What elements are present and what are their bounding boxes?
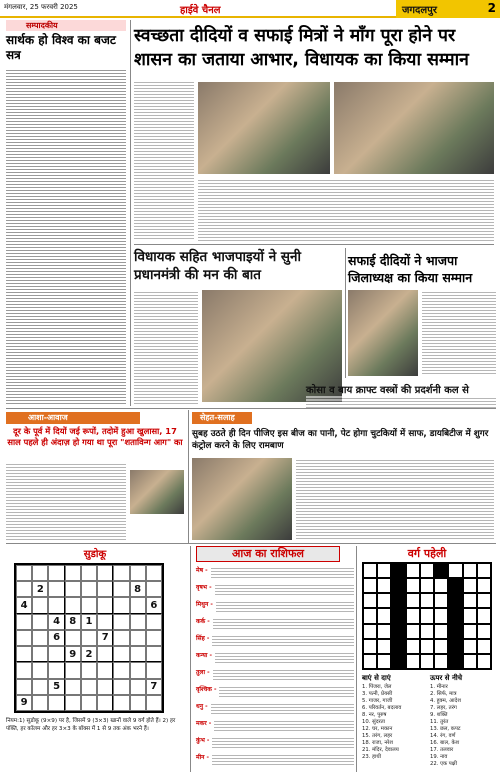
- rashi-text: [215, 651, 354, 665]
- rashifal-item: [196, 651, 354, 668]
- editorial-body: [6, 68, 126, 404]
- crossword-cell: [363, 654, 377, 669]
- sudoku-cell: [97, 597, 113, 613]
- sudoku-cell: [81, 630, 97, 646]
- crossword-cell: [377, 578, 391, 593]
- crossword-clue: 5. गाजर, गाजी: [362, 698, 393, 704]
- story3-headline: सफाई दीदियों ने भाजपा जिलाध्यक्ष का किया सम्मान: [348, 253, 473, 285]
- sudoku-cell: [97, 695, 113, 711]
- crossword-cell: [420, 563, 434, 578]
- across-title: बाएं से दाएं: [362, 674, 391, 682]
- crossword-clue: 18. राजा, नरेश: [362, 740, 394, 746]
- rashi-label: तुला -: [196, 669, 210, 676]
- crossword-clue: 2. सिर्फ, मात्र: [430, 691, 457, 697]
- crossword-clue: 6. परिवर्तन, बदलाव: [362, 705, 402, 711]
- crossword-cell: [406, 608, 420, 623]
- sudoku-cell: [48, 565, 64, 581]
- editorial-label: सम्पादकीय: [6, 20, 126, 31]
- sudoku-cell: 8: [130, 581, 146, 597]
- rashi-label: मीन -: [196, 754, 210, 761]
- rashi-label: कन्या -: [196, 652, 212, 659]
- sudoku-cell: [16, 646, 32, 662]
- sudoku-cell: [65, 679, 81, 695]
- crossword-clue: 12. घर, मकान: [362, 726, 393, 732]
- crossword-cell: [391, 608, 405, 623]
- sudoku-cell: [32, 597, 48, 613]
- sudoku-cell: [146, 614, 162, 630]
- sudoku-cell: [130, 597, 146, 613]
- crossword-clue: 15. तरंग, लहर: [362, 733, 393, 739]
- rashifal-item: [196, 566, 354, 583]
- main-photo-1: [198, 82, 330, 174]
- crossword-cell: [448, 624, 462, 639]
- crossword-clue: 21. मंदिर, देवालय: [362, 747, 399, 753]
- sudoku-cell: [81, 679, 97, 695]
- crossword-cell: [463, 608, 477, 623]
- sudoku-cell: [113, 630, 129, 646]
- sudoku-cell: [81, 565, 97, 581]
- down-title: ऊपर से नीचे: [430, 674, 463, 682]
- crossword-cell: [477, 608, 491, 623]
- sudoku-cell: 2: [81, 646, 97, 662]
- sudoku-cell: [65, 662, 81, 678]
- rashi-text: [212, 634, 354, 648]
- sudoku-cell: 1: [81, 614, 97, 630]
- crossword-cell: [434, 608, 448, 623]
- sudoku-grid: [14, 563, 164, 713]
- editorial-title: सार्थक हो विश्व का बजट सत्र: [6, 33, 116, 62]
- crossword-cell: [463, 624, 477, 639]
- sudoku-cell: [146, 695, 162, 711]
- crossword-clue: 17. तलवार: [430, 747, 454, 753]
- rashi-label: मेष -: [196, 567, 208, 574]
- crossword-cell: [420, 624, 434, 639]
- crossword-cell: [434, 654, 448, 669]
- sudoku-cell: [16, 614, 32, 630]
- rashifal-item: [196, 583, 354, 600]
- city-name: जगदलपुर: [396, 0, 500, 18]
- sudoku-cell: [146, 630, 162, 646]
- sudoku-cell: [32, 565, 48, 581]
- sudoku-cell: [146, 581, 162, 597]
- row-divider: [134, 244, 494, 245]
- crossword-cell: [463, 578, 477, 593]
- crossword-clue: 4. हुक्म, आदेश: [430, 698, 461, 704]
- crossword-cell: [406, 563, 420, 578]
- rashi-label: सिंह -: [196, 635, 210, 642]
- rashi-label: वृषभ -: [196, 584, 212, 591]
- crossword-cell: [448, 608, 462, 623]
- sudoku-cell: [130, 646, 146, 662]
- rashifal-item: [196, 634, 354, 651]
- crossword-cell: [434, 639, 448, 654]
- sudoku-cell: [16, 679, 32, 695]
- crossword-cell: [363, 624, 377, 639]
- sudoku-cell: [48, 662, 64, 678]
- crossword-clue: 1. मीनार: [430, 684, 448, 690]
- story3-photo: [348, 290, 418, 376]
- row-divider: [6, 543, 496, 544]
- down-clues: [430, 684, 496, 768]
- sudoku-cell: 9: [16, 695, 32, 711]
- rashifal-item: [196, 753, 354, 770]
- crossword-cell: [420, 639, 434, 654]
- rashifal-item: [196, 685, 354, 702]
- crossword-cell: [406, 578, 420, 593]
- crossword-cell: [434, 578, 448, 593]
- row-divider: [6, 408, 496, 409]
- crossword-cell: [363, 593, 377, 608]
- sudoku-cell: [113, 614, 129, 630]
- main-body-col2: [198, 178, 494, 242]
- sudoku-cell: 4: [48, 614, 64, 630]
- sudoku-cell: [81, 695, 97, 711]
- crossword-clue: 23. हाथी: [362, 754, 382, 760]
- crossword-cell: [477, 654, 491, 669]
- sudoku-cell: [32, 630, 48, 646]
- page-number: 2: [487, 1, 496, 15]
- crossword-cell: [377, 608, 391, 623]
- box1-body: [6, 462, 126, 542]
- crossword-cell: [448, 563, 462, 578]
- sudoku-cell: [97, 646, 113, 662]
- crossword-cell: [434, 563, 448, 578]
- crossword-clue: 11. तुरंत: [430, 719, 449, 725]
- crossword-cell: [391, 624, 405, 639]
- box2-body: [296, 458, 494, 540]
- rashifal-item: [196, 736, 354, 753]
- column-divider: [345, 248, 346, 378]
- crossword-clue: 19. नाव: [430, 754, 448, 760]
- crossword-cell: [391, 578, 405, 593]
- rashifal-list: [196, 566, 354, 770]
- crossword-cell: [463, 563, 477, 578]
- rashifal-item: [196, 600, 354, 617]
- sudoku-cell: [65, 581, 81, 597]
- sudoku-cell: 7: [146, 679, 162, 695]
- sudoku-cell: [113, 695, 129, 711]
- sudoku-cell: 7: [97, 630, 113, 646]
- rashi-text: [212, 753, 354, 767]
- crossword-cell: [391, 563, 405, 578]
- crossword-title: वर्ग पहेली: [407, 547, 447, 560]
- crossword-cell: [363, 563, 377, 578]
- sudoku-cell: 2: [32, 581, 48, 597]
- crossword-grid: [362, 562, 492, 670]
- crossword-cell: [391, 654, 405, 669]
- sudoku-cell: [32, 662, 48, 678]
- rashi-text: [213, 668, 354, 682]
- rashi-text: [215, 583, 354, 597]
- sudoku-cell: [32, 679, 48, 695]
- sudoku-cell: [113, 597, 129, 613]
- crossword-cell: [406, 654, 420, 669]
- main-body-col1: [134, 80, 194, 240]
- crossword-cell: [420, 578, 434, 593]
- crossword-cell: [477, 624, 491, 639]
- column-divider: [130, 20, 131, 406]
- sudoku-cell: [113, 662, 129, 678]
- sudoku-cell: [48, 581, 64, 597]
- rashi-text: [211, 702, 354, 716]
- sudoku-cell: [113, 565, 129, 581]
- crossword-cell: [477, 578, 491, 593]
- crossword-cell: [377, 639, 391, 654]
- crossword-cell: [448, 654, 462, 669]
- crossword-cell: [377, 563, 391, 578]
- rashi-text: [214, 719, 354, 733]
- sudoku-cell: [97, 662, 113, 678]
- crossword-cell: [420, 593, 434, 608]
- rashifal-item: [196, 719, 354, 736]
- sudoku-cell: [65, 695, 81, 711]
- sudoku-cell: [81, 597, 97, 613]
- sudoku-cell: [81, 662, 97, 678]
- crossword-cell: [377, 624, 391, 639]
- crossword-cell: [477, 639, 491, 654]
- paper-name: हाईवे चैनल: [180, 5, 221, 16]
- rashi-label: मकर -: [196, 720, 212, 727]
- sudoku-cell: [32, 695, 48, 711]
- crossword-cell: [377, 654, 391, 669]
- crossword-clue: 1. पिंजरा, जेल: [362, 684, 392, 690]
- main-headline: स्वच्छता दीदियों व सफाई मित्रों ने माँग पूरा होने पर शासन का जताया आभार, विधायक का किया सम्मान: [134, 26, 469, 70]
- crossword-cell: [434, 624, 448, 639]
- sudoku-cell: [130, 565, 146, 581]
- rashifal-item: [196, 668, 354, 685]
- box1-label: आशा-आवाज: [6, 412, 140, 424]
- rashi-label: धनु -: [196, 703, 208, 710]
- edition-date: मंगलवार, 25 फरवरी 2025: [4, 3, 78, 11]
- crossword-cell: [448, 639, 462, 654]
- crossword-cell: [406, 639, 420, 654]
- sudoku-cell: [113, 679, 129, 695]
- sudoku-cell: [97, 614, 113, 630]
- sudoku-cell: [65, 565, 81, 581]
- column-divider: [190, 546, 191, 772]
- sudoku-cell: [97, 565, 113, 581]
- column-divider: [188, 410, 189, 544]
- sudoku-cell: 5: [48, 679, 64, 695]
- sudoku-cell: [146, 662, 162, 678]
- rashi-text: [219, 685, 354, 699]
- sudoku-cell: [130, 614, 146, 630]
- sudoku-cell: [81, 581, 97, 597]
- sudoku-cell: [32, 646, 48, 662]
- crossword-cell: [363, 639, 377, 654]
- crossword-cell: [420, 654, 434, 669]
- story4-headline: कोसा व बाय क्राफ्ट वस्त्रों की प्रदर्शनी कल से: [306, 385, 469, 396]
- box1-photo: [130, 470, 184, 514]
- sudoku-cell: [16, 662, 32, 678]
- crossword-cell: [406, 624, 420, 639]
- crossword-clue: 13. छल, कपट: [430, 726, 461, 732]
- column-divider: [356, 546, 357, 772]
- sudoku-cell: [16, 565, 32, 581]
- sudoku-cell: [65, 597, 81, 613]
- crossword-cell: [406, 593, 420, 608]
- rashi-text: [213, 617, 354, 631]
- sudoku-cell: [130, 630, 146, 646]
- sudoku-cell: 6: [48, 630, 64, 646]
- rashi-label: कर्क -: [196, 618, 210, 625]
- sudoku-cell: [146, 565, 162, 581]
- crossword-cell: [434, 593, 448, 608]
- sudoku-cell: [16, 581, 32, 597]
- sudoku-cell: [48, 597, 64, 613]
- sudoku-title: सुडोकू: [83, 549, 107, 560]
- sudoku-cell: [97, 679, 113, 695]
- box1-title: दूर के पूर्व में दियों जई रूपों, तदोमें हुआ खुलासा, 17 साल पहले ही अंदाज़ हो गया था पूरा "शताविन्ग आग" का: [7, 426, 183, 447]
- crossword-cell: [463, 654, 477, 669]
- sudoku-cell: [16, 630, 32, 646]
- rashi-label: वृश्चिक -: [196, 686, 217, 693]
- crossword-clue: 10. सुंदरता: [362, 719, 386, 725]
- sudoku-cell: [146, 646, 162, 662]
- box2-photo: [192, 458, 292, 540]
- rashi-text: [216, 600, 354, 614]
- sudoku-cell: 8: [65, 614, 81, 630]
- sudoku-cell: [32, 614, 48, 630]
- rashifal-item: [196, 702, 354, 719]
- crossword-cell: [477, 593, 491, 608]
- across-clues: [362, 684, 426, 761]
- crossword-cell: [363, 578, 377, 593]
- box2-label: सेहत-सलाह: [192, 412, 252, 424]
- sudoku-cell: 6: [146, 597, 162, 613]
- sudoku-cell: 9: [65, 646, 81, 662]
- rashifal-title: आज का राशिफल: [196, 546, 340, 562]
- rashi-text: [212, 736, 354, 750]
- crossword-cell: [420, 608, 434, 623]
- story2-body: [134, 290, 198, 404]
- sudoku-cell: [113, 646, 129, 662]
- main-photo-2: [334, 82, 494, 174]
- crossword-cell: [391, 639, 405, 654]
- sudoku-cell: 4: [16, 597, 32, 613]
- rashifal-item: [196, 617, 354, 634]
- story2-headline: विधायक सहित भाजपाइयों ने सुनी प्रधानमंत्री की मन की बात: [134, 249, 302, 283]
- crossword-cell: [448, 593, 462, 608]
- crossword-clue: 7. लहर, तरंग: [430, 705, 457, 711]
- crossword-cell: [463, 639, 477, 654]
- story3-body: [422, 290, 496, 376]
- rashi-label: कुंभ -: [196, 737, 210, 744]
- crossword-cell: [448, 578, 462, 593]
- sudoku-cell: [113, 581, 129, 597]
- crossword-cell: [463, 593, 477, 608]
- crossword-clue: 22. एक पक्षी: [430, 761, 457, 767]
- crossword-clue: 9. शक्ति: [430, 712, 448, 718]
- sudoku-cell: [130, 695, 146, 711]
- rashi-label: मिथुन -: [196, 601, 213, 608]
- crossword-clue: 3. पत्नी, प्रेयसी: [362, 691, 393, 697]
- sudoku-cell: [97, 581, 113, 597]
- sudoku-cell: [130, 679, 146, 695]
- crossword-cell: [377, 593, 391, 608]
- sudoku-cell: [48, 646, 64, 662]
- rashi-text: [211, 566, 354, 580]
- crossword-clue: 14. रंग, वर्ण: [430, 733, 456, 739]
- box2-title: सुबह उठते ही दिन पीजिए इस बीज का पानी, पेट होगा चुटकियों में साफ, डायबिटीज में शुगर कंट्रोल करने के लिए रामबाण: [192, 429, 489, 451]
- crossword-cell: [391, 593, 405, 608]
- crossword-clue: 8. नर, पुरुष: [362, 712, 387, 718]
- sudoku-cell: [130, 662, 146, 678]
- sudoku-cell: [65, 630, 81, 646]
- crossword-cell: [363, 608, 377, 623]
- crossword-cell: [477, 563, 491, 578]
- crossword-clue: 16. बाल, केश: [430, 740, 460, 746]
- sudoku-cell: [48, 695, 64, 711]
- sudoku-rules: नियम:1) सुडोकू (9×9) पर है, जिसमें 9 (3×3) खानों वाले 9 वर्ग होते हैं। 2) हर पंक्ति, हर कॉलम और हर 3×3 के बॉक्स में 1 से 9 तक अंक भरने हैं।: [6, 718, 176, 732]
